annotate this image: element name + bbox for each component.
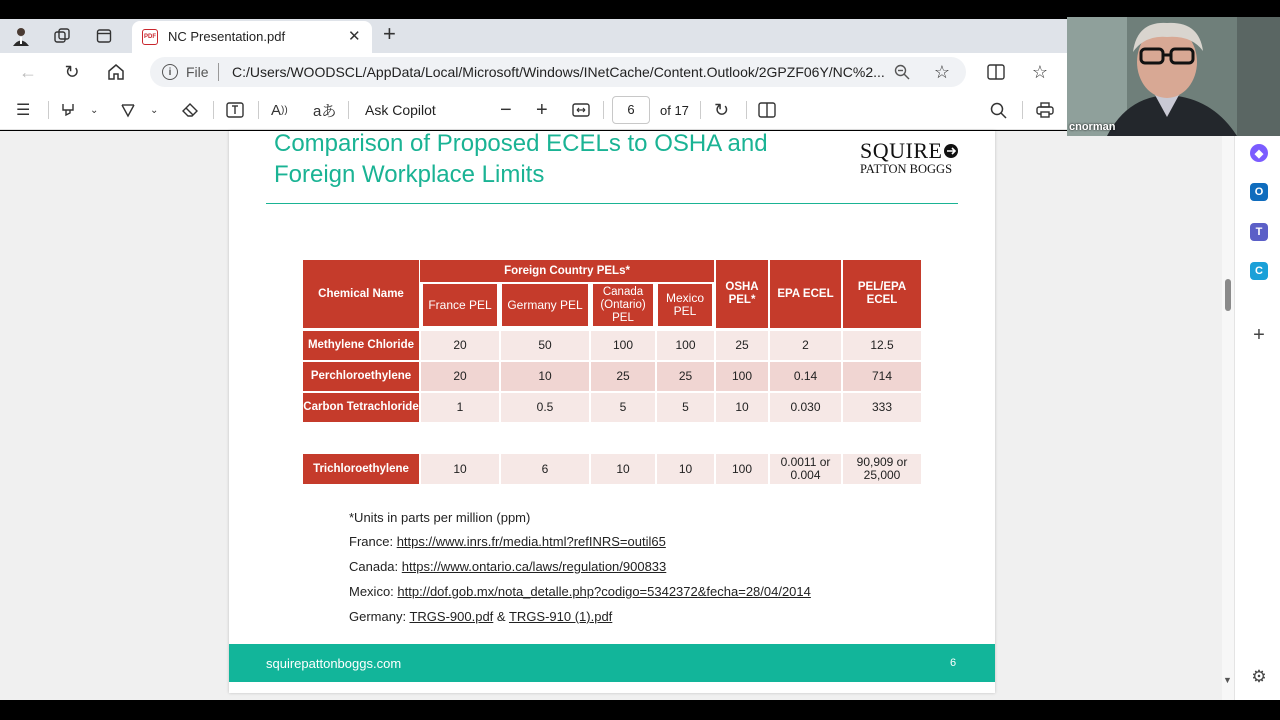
translate-icon[interactable]: aあ [313,102,337,120]
settings-icon[interactable]: ⚙ [1251,667,1267,686]
toolbar-divider [48,101,49,119]
table-cell: 2 [770,331,841,360]
teams-icon[interactable]: T [1250,223,1268,241]
toolbar-divider [603,101,604,119]
logo-line2: PATTON BOGGS [860,162,953,176]
info-icon[interactable]: i [162,64,178,80]
participant-name: cnorman [1069,121,1116,133]
header-epa-ecel: EPA ECEL [770,260,841,328]
close-icon[interactable]: ✕ [348,28,361,45]
zoom-out-icon[interactable]: − [500,98,512,121]
draw-icon[interactable] [120,99,136,121]
ask-copilot-button[interactable]: Ask Copilot [365,102,436,118]
canada-label: Canada: [349,559,399,574]
add-icon[interactable]: + [1253,323,1265,346]
read-aloud-icon[interactable]: A )) [271,101,288,119]
toolbar-divider [1022,101,1023,119]
company-logo [860,140,959,176]
url-separator [218,63,219,81]
text-icon[interactable] [226,99,244,121]
header-chemical-name: Chemical Name [303,260,419,328]
vertical-scrollbar[interactable] [1222,131,1234,700]
table-cell: 25 [591,362,655,391]
title-divider [266,203,958,204]
url-text[interactable]: C:/Users/WOODSCL/AppData/Local/Microsoft/Windows/INetCache/Content.Outlook/2GPZF06Y/NC%2... [232,64,885,80]
table-cell: 333 [843,393,921,422]
page-total: of 17 [660,103,689,118]
profile-avatar[interactable] [10,25,32,47]
slide-footer [229,644,995,682]
search-icon[interactable] [990,99,1007,121]
pdf-viewer[interactable] [0,131,1222,700]
header-canada-pel: Canada (Ontario) PEL [592,283,654,327]
table-cell: 12.5 [843,331,921,360]
table-cell: 10 [716,393,768,422]
header-foreign-pels: Foreign Country PELs* [420,260,714,282]
favorite-star-icon[interactable]: ☆ [933,61,951,82]
table-cell: 100 [716,454,768,484]
table-cell: 10 [421,454,499,484]
highlight-icon[interactable] [60,99,76,121]
table-cell: 0.5 [501,393,589,422]
table-cell: 10 [591,454,655,484]
table-cell: 10 [501,362,589,391]
bottom-black-bar [0,700,1280,720]
table-cell: 100 [657,331,714,360]
tab-title: NC Presentation.pdf [168,29,286,44]
rotate-icon[interactable]: ↻ [714,99,730,120]
footer-page-number: 6 [950,657,957,669]
slide-title-line2: Foreign Workplace Limits [274,161,545,188]
file-label: File [186,64,209,80]
row-chemical-name: Methylene Chloride [303,331,419,360]
table-cell: 90,909 or 25,000 [843,454,921,484]
mexico-link[interactable]: http://dof.gob.mx/nota_detalle.php?codigo=5342372&fecha=28/04/2014 [397,584,811,599]
table-cell: 10 [657,454,714,484]
germany-source [349,609,612,624]
mexico-source [349,584,811,599]
toolbar-divider [213,101,214,119]
scroll-down-icon[interactable]: ▼ [1223,675,1232,685]
eraser-icon[interactable] [182,99,199,121]
copilot-icon[interactable]: ◆ [1250,144,1268,162]
table-cell: 50 [501,331,589,360]
france-source [349,534,666,549]
table-cell: 25 [657,362,714,391]
footer-website: squirepattonboggs.com [266,656,402,671]
slide-title [274,128,834,190]
row-chemical-name: Perchloroethylene [303,362,419,391]
pdf-icon: PDF [142,29,158,45]
table-cell: 1 [421,393,499,422]
chevron-down-icon[interactable]: ⌄ [90,104,99,116]
webcam-video [1067,17,1280,136]
table-cell: 25 [716,331,768,360]
row-chemical-name: Trichloroethylene [303,454,419,484]
workspaces-icon[interactable] [51,25,73,47]
canada-source [349,559,666,574]
units-note: *Units in parts per million (ppm) [349,510,531,525]
favorites-icon[interactable]: ☆ [1031,61,1049,82]
edge-sidebar [1234,90,1280,700]
france-link[interactable]: https://www.inrs.fr/media.html?refINRS=outil65 [396,534,666,549]
table-cell: 0.0011 or 0.004 [770,454,841,484]
table-cell: 714 [843,362,921,391]
two-page-icon[interactable] [758,99,776,121]
split-screen-icon[interactable] [984,60,1008,84]
toolbar-divider [746,101,747,119]
table-cell: 20 [421,362,499,391]
url-bar[interactable] [150,57,966,87]
back-icon[interactable]: ← [19,61,37,82]
table-cell: 6 [501,454,589,484]
logo-line1: SQUIRE [860,138,943,163]
table-cell: 5 [591,393,655,422]
home-icon[interactable] [104,60,128,84]
header-pel-epa-ecel: PEL/EPA ECEL [843,260,921,328]
active-tab[interactable] [132,21,372,53]
contents-icon[interactable]: ☰ [16,102,31,119]
toolbar-divider [348,101,349,119]
table-cell: 5 [657,393,714,422]
toolbar-divider [258,101,259,119]
page-number-input[interactable]: 6 [612,96,650,124]
table-cell: 100 [716,362,768,391]
new-tab-icon[interactable]: + [383,21,396,46]
webcam-person-image [1067,17,1280,136]
table-cell: 100 [591,331,655,360]
header-france-pel: France PEL [422,283,498,327]
toolbar-divider [700,101,701,119]
germany-label: Germany: [349,609,407,624]
tab-actions-icon[interactable] [93,25,115,47]
header-osha-pel: OSHA PEL* [716,260,768,328]
fit-page-icon[interactable] [572,99,590,121]
refresh-icon[interactable]: ↻ [64,61,80,82]
c-app-icon[interactable]: C [1250,262,1268,280]
header-mexico-pel: Mexico PEL [657,283,713,327]
zoom-in-icon[interactable]: + [536,98,548,121]
france-label: France: [349,534,394,549]
table-cell: 20 [421,331,499,360]
germany-link-900[interactable]: TRGS-900.pdf [409,609,494,624]
slide-title-line1: Comparison of Proposed ECELs to OSHA and [274,130,768,157]
mexico-label: Mexico: [349,584,394,599]
header-germany-pel: Germany PEL [501,283,589,327]
canada-link[interactable]: https://www.ontario.ca/laws/regulation/900833 [401,559,667,574]
row-chemical-name: Carbon Tetrachloride [303,393,419,422]
scrollbar-thumb[interactable] [1225,279,1231,311]
pdf-page [229,131,995,693]
germany-link-910[interactable]: TRGS-910 (1).pdf [508,609,613,624]
chevron-down-icon[interactable]: ⌄ [150,104,159,116]
table-cell: 0.14 [770,362,841,391]
logo-mark-icon [943,143,959,159]
outlook-icon[interactable]: O [1250,183,1268,201]
print-icon[interactable] [1036,99,1054,121]
table-cell: 0.030 [770,393,841,422]
ampersand: & [496,609,506,624]
zoom-icon[interactable] [890,60,914,84]
